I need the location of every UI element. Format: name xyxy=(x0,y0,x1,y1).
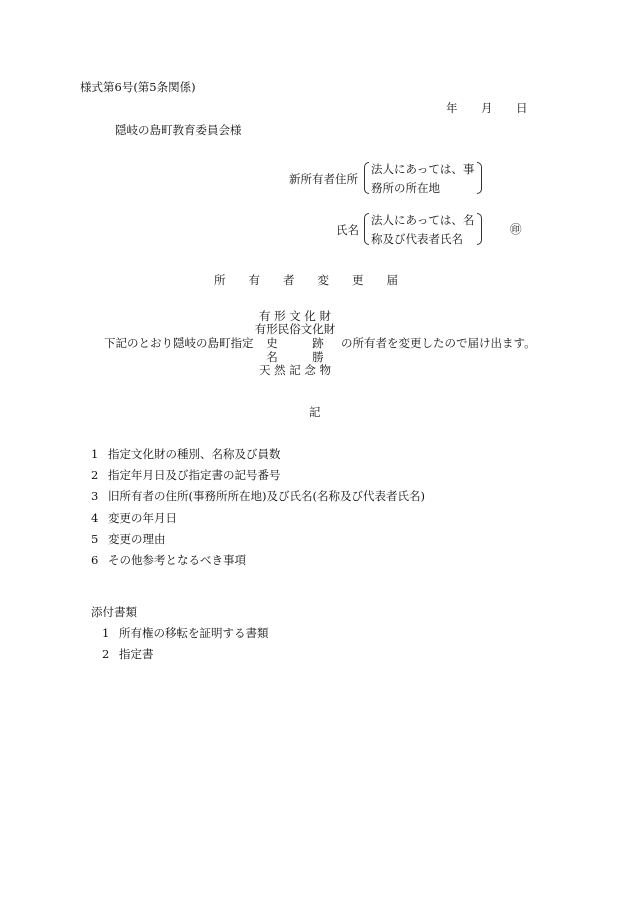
item-number: 3 xyxy=(91,489,99,503)
date-year: 年 xyxy=(446,101,458,115)
body-suffix: の所有者を変更したので届け出ます。 xyxy=(341,336,536,350)
item-number: 6 xyxy=(91,553,99,567)
name-note-1: 法人にあっては、名 xyxy=(371,213,475,227)
date-day: 日 xyxy=(516,101,528,115)
document-title: 所 有 者 変 更 届 xyxy=(214,273,398,287)
right-brace xyxy=(477,162,482,194)
left-brace xyxy=(364,213,369,245)
ki-heading: 記 xyxy=(309,405,321,419)
category-2: 有形民俗文化財 xyxy=(254,322,336,336)
attachment-number: 1 xyxy=(102,626,110,640)
seal-mark: ㊞ xyxy=(510,222,522,236)
item-number: 4 xyxy=(91,511,99,525)
attachment-text: 指定書 xyxy=(119,647,154,661)
category-3: 史 跡 xyxy=(266,336,324,350)
item-text: 旧所有者の住所(事務所所在地)及び氏名(名称及び代表者氏名) xyxy=(108,489,425,503)
item-number: 1 xyxy=(91,447,99,461)
left-brace xyxy=(364,162,369,194)
category-4: 名 勝 xyxy=(266,350,324,364)
category-5: 天 然 記 念 物 xyxy=(258,363,332,377)
attachments-heading: 添付書類 xyxy=(91,605,137,619)
item-text: 指定年月日及び指定書の記号番号 xyxy=(108,468,281,482)
form-number: 様式第6号(第5条関係) xyxy=(80,80,196,94)
addressee: 隠岐の島町教育委員会様 xyxy=(115,123,242,137)
item-number: 5 xyxy=(91,532,99,546)
body-prefix: 下記のとおり隠岐の島町指定 xyxy=(104,336,254,350)
name-label: 氏名 xyxy=(336,223,359,237)
name-note-2: 称及び代表者氏名 xyxy=(371,232,463,246)
address-label: 新所有者住所 xyxy=(289,172,358,186)
attachment-text: 所有権の移転を証明する書類 xyxy=(119,626,269,640)
attachment-number: 2 xyxy=(102,647,110,661)
item-text: 変更の理由 xyxy=(108,532,166,546)
item-text: 指定文化財の種別、名称及び員数 xyxy=(108,447,281,461)
address-note-1: 法人にあっては、事 xyxy=(371,162,475,176)
item-text: その他参考となるべき事項 xyxy=(108,553,246,567)
right-brace xyxy=(477,213,482,245)
category-1: 有 形 文 化 財 xyxy=(258,309,332,323)
date-month: 月 xyxy=(481,101,493,115)
item-text: 変更の年月日 xyxy=(108,511,177,525)
address-note-2: 務所の所在地 xyxy=(371,181,440,195)
item-number: 2 xyxy=(91,468,99,482)
